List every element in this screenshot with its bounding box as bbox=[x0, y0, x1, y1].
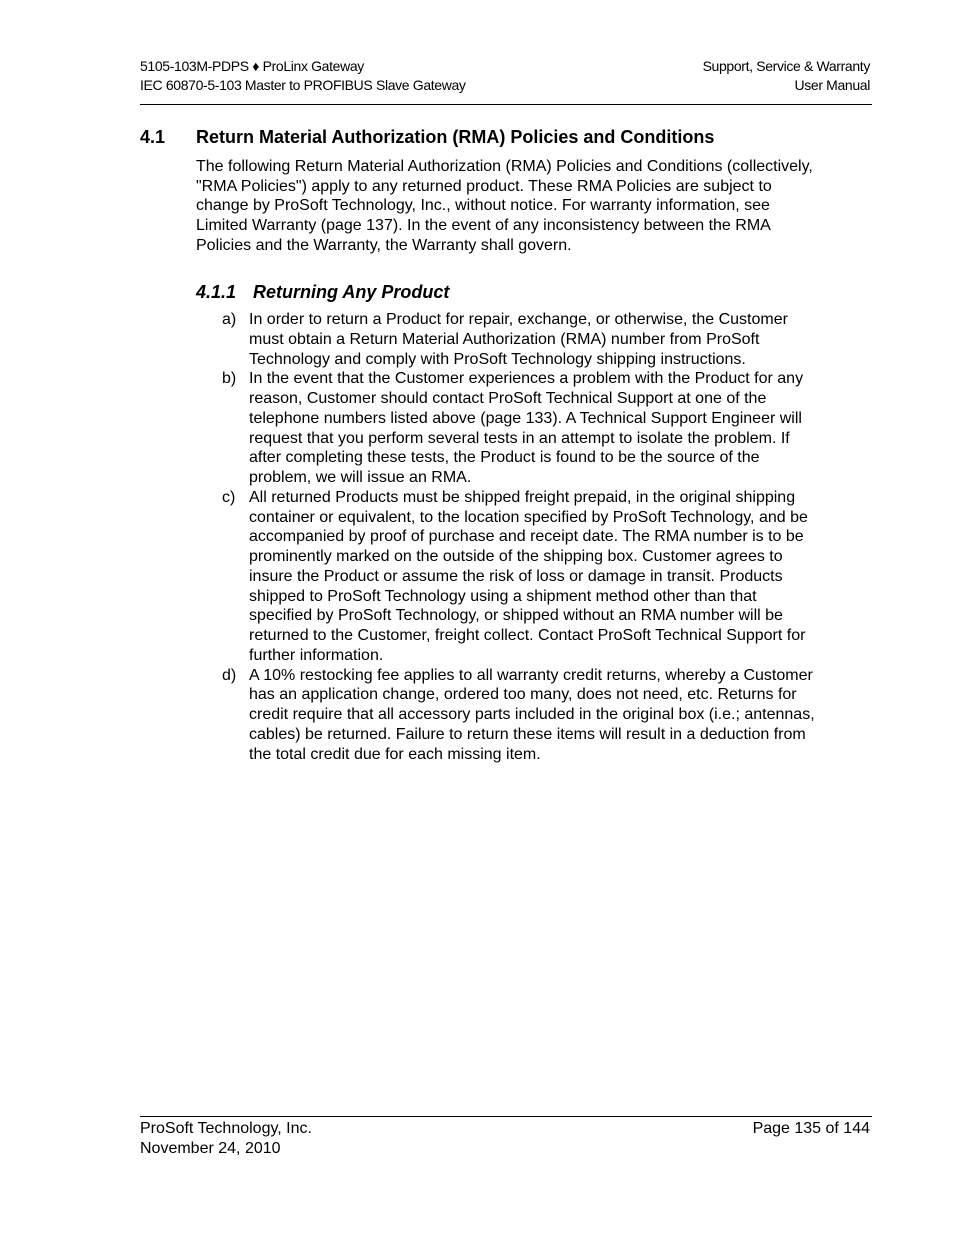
header-product-subtitle: IEC 60870-5-103 Master to PROFIBUS Slave Gateway bbox=[140, 77, 466, 93]
footer-company: ProSoft Technology, Inc. bbox=[140, 1120, 312, 1137]
list-item-marker: a) bbox=[222, 311, 237, 328]
section-number: 4.1 bbox=[140, 127, 166, 147]
footer-left bbox=[140, 1119, 312, 1158]
return-policy-list bbox=[222, 310, 818, 764]
list-item-text: A 10% restocking fee applies to all warranty credit returns, whereby a Customer has an application change, ordered too many, does not need, etc. Returns for credit require that all accessory parts included in the original box (i.e.; antennas, cables) be returned. Failure to return these items will result in a deduction from the total credit due for each missing item. bbox=[249, 666, 815, 763]
list-item bbox=[222, 369, 818, 488]
header-left bbox=[140, 57, 466, 95]
section-title: Return Material Authorization (RMA) Policies and Conditions bbox=[196, 127, 715, 147]
header-product-line: 5105-103M-PDPS ♦ ProLinx Gateway bbox=[140, 58, 364, 74]
header-divider bbox=[140, 104, 872, 105]
list-item bbox=[222, 310, 818, 369]
header-right bbox=[703, 57, 870, 95]
header-chapter-title: Support, Service & Warranty bbox=[702, 58, 870, 74]
list-item-text: In the event that the Customer experiences a problem with the Product for any reason, Customer should contact ProSoft Technical Support at one of the telephone numbers listed above (page 133). A Technical Support Engineer will request that you perform several tests in an attempt to isolate the problem. If after completing these tests, the Product is found to be the source of the problem, we will issue an RMA. bbox=[249, 370, 804, 486]
subsection-number: 4.1.1 bbox=[196, 282, 237, 302]
footer-date: November 24, 2010 bbox=[140, 1139, 281, 1157]
section-intro-paragraph: The following Return Material Authorization (RMA) Policies and Conditions (collectively, "RMA Policies") apply to any returned product. These RMA Policies are subject to change by ProSoft Technology, Inc., without notice. For warranty information, see Limited Warranty (page 137). In the event of any inconsistency between the RMA Policies and the Warranty, the Warranty shall govern. bbox=[196, 158, 813, 254]
list-item-text: All returned Products must be shipped freight prepaid, in the original shipping container or equivalent, to the location specified by ProSoft Technology, and be accompanied by proof of purchase and receipt date. The RMA number is to be prominently marked on the outside of the shipping box. Customer agrees to insure the Product or assume the risk of loss or damage in transit. Products shipped to ProSoft Technology using a shipment method other than that specified by ProSoft Technology, or shipped without an RMA number will be returned to the Customer, freight collect. Contact ProSoft Technical Support for further information. bbox=[249, 488, 808, 664]
subsection-title: Returning Any Product bbox=[253, 282, 450, 302]
list-item bbox=[222, 666, 818, 765]
list-item-text: In order to return a Product for repair, exchange, or otherwise, the Customer must obtain a Return Material Authorization (RMA) number from ProSoft Technology and comply with ProSoft Technology shipping instructions. bbox=[249, 311, 788, 368]
subsection-heading bbox=[196, 281, 449, 303]
list-item-marker: b) bbox=[222, 370, 237, 388]
list-item-marker: d) bbox=[222, 666, 237, 684]
footer-divider bbox=[140, 1116, 872, 1117]
list-item-marker: c) bbox=[222, 488, 236, 506]
header-document-type: User Manual bbox=[794, 77, 870, 93]
section-heading bbox=[140, 126, 714, 148]
footer-page-number: Page 135 of 144 bbox=[752, 1120, 870, 1137]
list-item bbox=[222, 488, 818, 666]
